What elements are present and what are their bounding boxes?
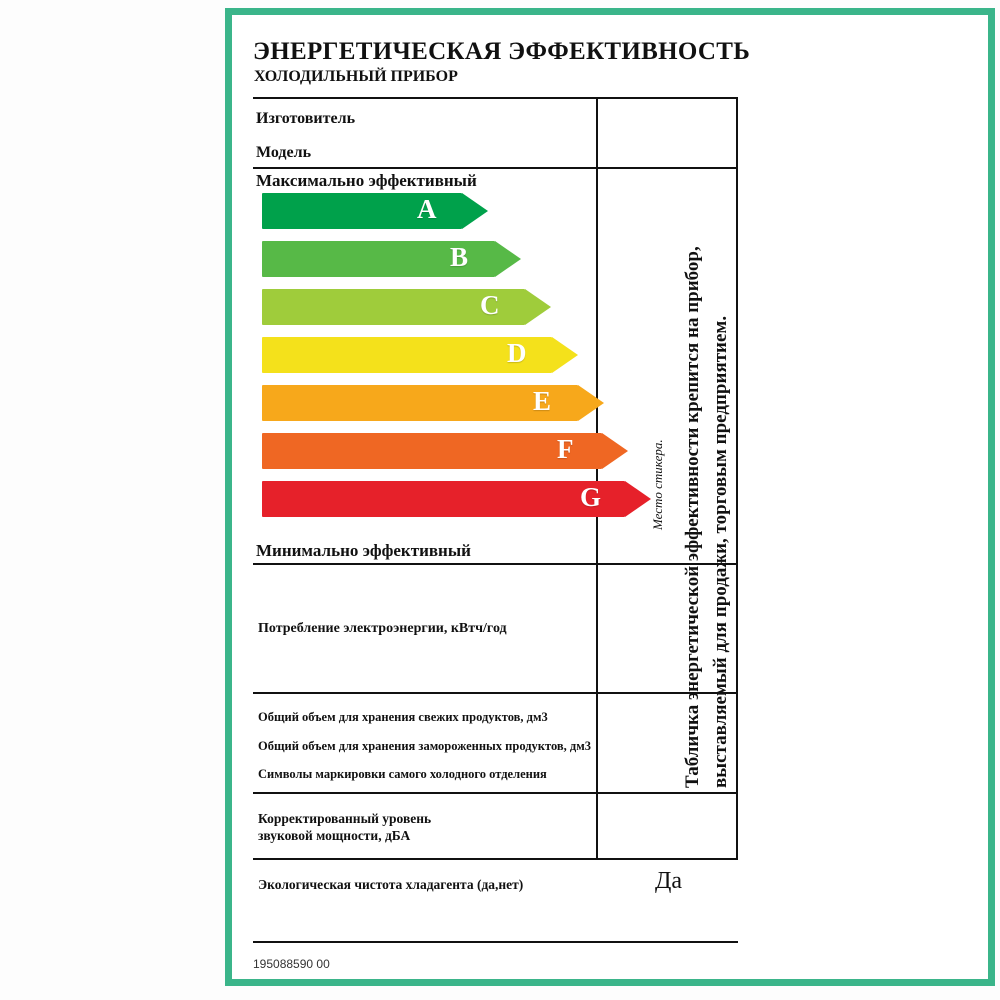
bar-tip: [552, 337, 578, 373]
model-label: Модель: [256, 144, 312, 161]
energy-class-letter: D: [507, 338, 527, 368]
bar-tip: [578, 385, 604, 421]
energy-class-letter: A: [417, 194, 437, 224]
rule-under-volumes: [253, 792, 738, 794]
rule-top: [253, 97, 738, 99]
bar-tip: [495, 241, 521, 277]
rule-bottom: [253, 941, 738, 943]
frozen-volume-label: Общий объем для хранения замороженных продуктов, дм3: [258, 739, 592, 753]
bar-body: [262, 385, 578, 421]
rule-under-energy: [253, 692, 738, 694]
refrigerant-eco-value: Да: [655, 868, 683, 894]
bar-tip: [602, 433, 628, 469]
energy-class-letter: G: [580, 482, 602, 512]
max-efficiency-label: Максимально эффективный: [256, 171, 477, 190]
document-code: 195088590 00: [253, 957, 330, 971]
rule-under-scale: [253, 563, 738, 565]
page-title: ЭНЕРГЕТИЧЕСКАЯ ЭФФЕКТИВНОСТЬ: [253, 38, 751, 65]
manufacturer-label: Изготовитель: [256, 110, 356, 127]
energy-class-letter: F: [557, 434, 574, 464]
min-efficiency-label: Минимально эффективный: [256, 541, 471, 560]
sticker-note-line1: Табличка энергетической эффективности крепится на прибор,: [682, 246, 703, 788]
fresh-volume-label: Общий объем для хранения свежих продуктов, дм3: [258, 710, 548, 724]
energy-class-letter: B: [450, 242, 469, 272]
refrigerant-eco-label: Экологическая чистота хладагента (да,нет): [258, 877, 524, 892]
energy-class-letter: C: [480, 290, 500, 320]
noise-label-line2: звуковой мощности, дБА: [258, 828, 411, 843]
sticker-place-note: Место стикера.: [650, 439, 665, 530]
energy-consumption-label: Потребление электроэнергии, кВтч/год: [258, 621, 507, 636]
bar-tip: [625, 481, 651, 517]
rule-vertical-right: [736, 97, 738, 859]
page-subtitle: ХОЛОДИЛЬНЫЙ ПРИБОР: [254, 68, 458, 85]
energy-class-letter: E: [533, 386, 552, 416]
bar-body: [262, 433, 602, 469]
sticker-note-line2: выставляемый для продажи, торговым предприятием.: [710, 315, 731, 788]
rule-under-model: [253, 167, 738, 169]
bar-tip: [525, 289, 551, 325]
rule-under-noise: [253, 858, 738, 860]
bar-body: [262, 481, 625, 517]
energy-class-scale: [262, 193, 602, 533]
noise-label-line1: Корректированный уровень: [258, 811, 432, 826]
coldest-compartment-symbols-label: Символы маркировки самого холодного отделения: [258, 767, 547, 781]
bar-tip: [462, 193, 488, 229]
